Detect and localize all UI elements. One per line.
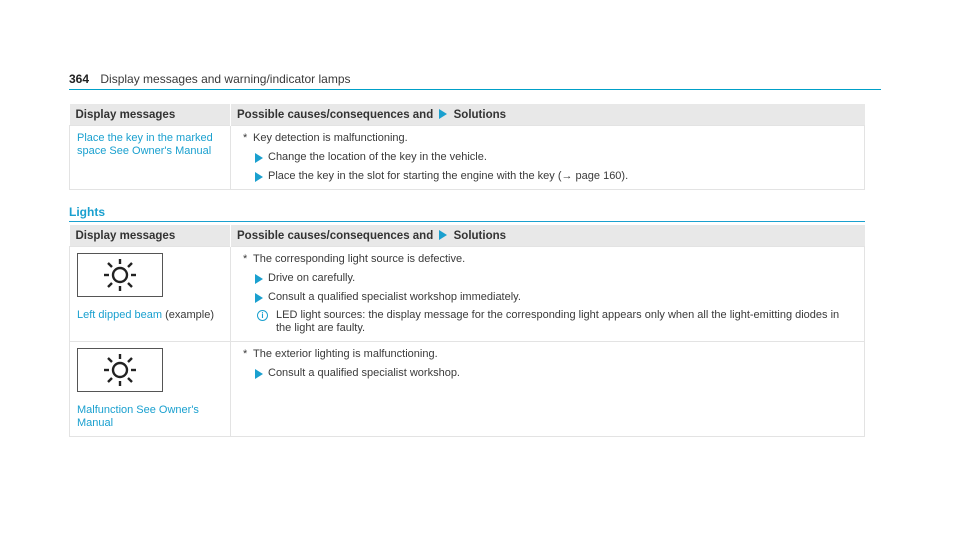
display-message-suffix: (example): [165, 309, 214, 321]
star-symbol: *: [243, 348, 248, 360]
display-message-text: Malfunction See Owner's Manual: [77, 404, 199, 429]
display-message-cell: [70, 247, 231, 342]
solution-cell: [231, 247, 865, 342]
solution-step: Drive on carefully.: [238, 272, 857, 285]
arrow-right-icon: [255, 293, 263, 303]
page-number: 364: [69, 72, 90, 86]
star-symbol: *: [243, 253, 248, 265]
solutions-label: Solutions: [453, 229, 507, 242]
solution-step: Change the location of the key in the vehicle.: [238, 151, 857, 164]
cause-text: * Key detection is malfunctioning.: [243, 132, 408, 144]
page-header: [69, 72, 881, 90]
arrow-right-icon: [255, 172, 263, 182]
solutions-label: Solutions: [453, 108, 507, 121]
star-symbol: *: [243, 132, 248, 144]
light-bulb-icon: [77, 348, 163, 392]
light-bulb-icon: [77, 253, 163, 297]
display-message-cell: [70, 126, 231, 190]
arrow-right-icon: [255, 153, 263, 163]
causes-label: Possible causes/consequences and: [237, 229, 434, 242]
table-row: [70, 342, 865, 437]
section-title: Lights: [69, 205, 865, 222]
col-display-messages: Display messages: [70, 104, 231, 126]
table-row: [70, 247, 865, 342]
info-icon: i: [257, 310, 268, 321]
key-messages-table: [69, 104, 865, 190]
arrow-right-icon: [255, 369, 263, 379]
col-causes-solutions: [231, 225, 865, 247]
table-row: [70, 126, 865, 190]
display-message-cell: [70, 342, 231, 437]
causes-label: Possible causes/consequences and: [237, 108, 434, 121]
solution-step: Consult a qualified specialist workshop.: [238, 367, 857, 380]
table-header-row: [70, 225, 865, 247]
col-causes-solutions: [231, 104, 865, 126]
cause-text: * The corresponding light source is defective.: [243, 253, 466, 265]
solution-cell: [231, 126, 865, 190]
table-header-row: [70, 104, 865, 126]
display-message-text: Left dipped beam: [77, 309, 163, 321]
arrow-right-icon: [439, 230, 447, 240]
cause-text: * The exterior lighting is malfunctioning.: [243, 348, 438, 360]
solution-cell: [231, 342, 865, 437]
info-note: i LED light sources: the display message for the corresponding light appears only when all the light-emitting diodes in the light are faulty.: [238, 309, 857, 335]
display-message-text: Place the key in the marked space See Owner's Manual: [77, 132, 213, 157]
solution-step: Consult a qualified specialist workshop immediately.: [238, 291, 857, 304]
arrow-right-icon: [255, 274, 263, 284]
col-display-messages: Display messages: [70, 225, 231, 247]
solution-step: Place the key in the slot for starting the engine with the key (→ page 160).: [238, 170, 857, 183]
page-header-title: Display messages and warning/indicator lamps: [100, 72, 351, 86]
arrow-right-icon: [439, 109, 447, 119]
lights-messages-table: [69, 225, 865, 437]
